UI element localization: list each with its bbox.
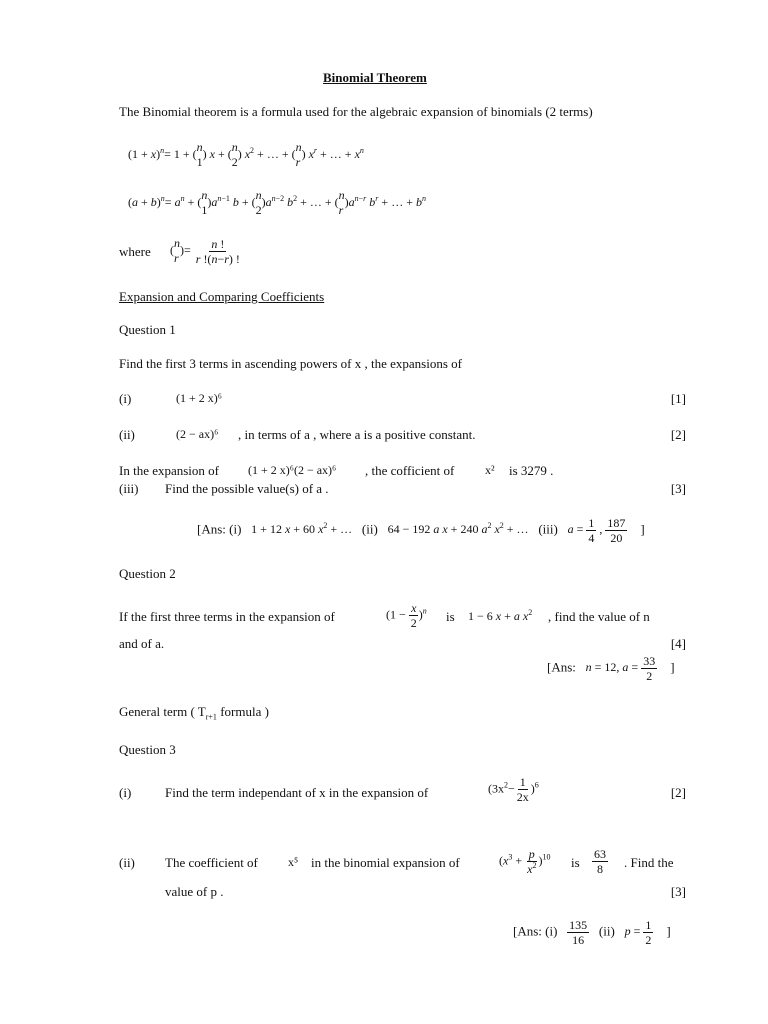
q1-part-ii-text: , in terms of a , where a is a positive constant. <box>238 427 476 442</box>
q1-part-iii-text: Find the possible value(s) of a . <box>165 481 329 496</box>
q3-part-ii-is: is <box>571 855 580 870</box>
q1-part-i-expression: (1 + 2 x)⁶ <box>176 391 222 405</box>
where-label: where <box>119 244 151 259</box>
q1-part-iii-label: (iii) <box>119 481 139 496</box>
q2-text-b: is <box>446 609 455 624</box>
question-1-heading: Question 1 <box>119 322 176 337</box>
q3-part-ii-text-a: The coefficient of <box>165 855 258 870</box>
question-2-heading: Question 2 <box>119 566 176 581</box>
q1-part-iii-mark: [3] <box>670 481 686 496</box>
question-3-heading: Question 3 <box>119 742 176 757</box>
section-heading-general-term: General term ( $T_{r+1}$ formula ) <box>119 704 269 722</box>
q3-part-ii-label: (ii) <box>119 855 135 870</box>
q3-part-ii-mark: [3] <box>670 884 686 899</box>
q3-part-i-label: (i) <box>119 785 132 800</box>
q1-part-ii-expression: (2 − ax)⁶ <box>176 427 219 441</box>
q3-part-i-mark: [2] <box>670 785 686 800</box>
formula-1: $(1 + x)^n= 1 + (n$ 1) x + (n 2) $x^2$ + … + (n r) $x^r$ + … + $x^n$ <box>128 140 364 169</box>
q2-text-c: , find the value of n <box>548 609 650 624</box>
q1-part-ii-label: (ii) <box>119 427 135 442</box>
formula-2: $(a + b)^n= a^n + (n$ $1)a^{n-1}$ b + (n $2)a^{n-2}$ $b^2$ + … + (n $r)a^{n-r}$ $b^r$ + … + $b^n$ <box>128 188 426 217</box>
intro-text: The Binomial theorem is a formula used for the algebraic expansion of binomials (2 terms) <box>119 104 593 119</box>
section-heading-expansion: Expansion and Comparing Coefficients <box>119 289 325 304</box>
q2-expression-2: 1 − 6 x + a $x^2$ <box>468 608 533 623</box>
q1-part-ii-mark: [2] <box>670 427 686 442</box>
q2-text-d: and of a. <box>119 636 165 651</box>
q3-part-ii-value: $\frac{63}{8}$ <box>594 847 606 876</box>
binomial-coefficient-definition: (n r)= $\frac{n !}{r !(n-r) !}$ <box>170 236 240 266</box>
page-title: Binomial Theorem <box>323 70 427 85</box>
q2-expression: (1 − $\frac{x}{2}$ )$^n$ <box>386 601 427 630</box>
q2-answer: [Ans: n = 12, a = $\frac{33}{2}$ ] <box>547 654 675 683</box>
q3-part-ii-x5: x⁵ <box>288 855 299 869</box>
q3-part-ii-expression: ($x^3$ + $\frac{p}{x^2}$ )$^{10}$ <box>499 847 551 876</box>
q3-answer: [Ans: (i) $\frac{135}{16}$ (ii) p = $\frac{1}{2}$ ] <box>513 918 671 947</box>
q1-expansion-text-b: , the cofficient of <box>365 463 455 478</box>
q2-text-a: If the first three terms in the expansion of <box>119 609 335 624</box>
q3-part-i-text: Find the term independant of x in the expansion of <box>165 785 429 800</box>
q3-part-ii-text-d: value of p . <box>165 884 224 899</box>
q1-expansion-text-a: In the expansion of <box>119 463 220 478</box>
q3-part-i-expression: ($3x^2-$ $\frac{1}{2x}$ )$^6$ <box>488 775 539 804</box>
q1-answer: [Ans: (i) 1 + 12 x + 60 $x^2$ + … (ii) 64 − 192 a x + 240 $a^2$ $x^2$ + … (iii) a = $\frac{1}{4}$ , $\frac{187}{20}$ ] <box>197 516 645 545</box>
q1-expansion-text-c: is 3279 . <box>509 463 554 478</box>
q1-expansion-expression: (1 + 2 x)⁶(2 − ax)⁶ <box>248 463 337 477</box>
q3-part-ii-text-c: . Find the <box>624 855 674 870</box>
q3-part-ii-text-b: in the binomial expansion of <box>311 855 460 870</box>
q1-part-i-label: (i) <box>119 391 132 406</box>
q1-expansion-x2: x² <box>485 463 495 477</box>
question-1-prompt: Find the first 3 terms in ascending powers of x , the expansions of <box>119 356 462 371</box>
q2-mark: [4] <box>670 636 686 651</box>
q1-part-i-mark: [1] <box>670 391 686 406</box>
